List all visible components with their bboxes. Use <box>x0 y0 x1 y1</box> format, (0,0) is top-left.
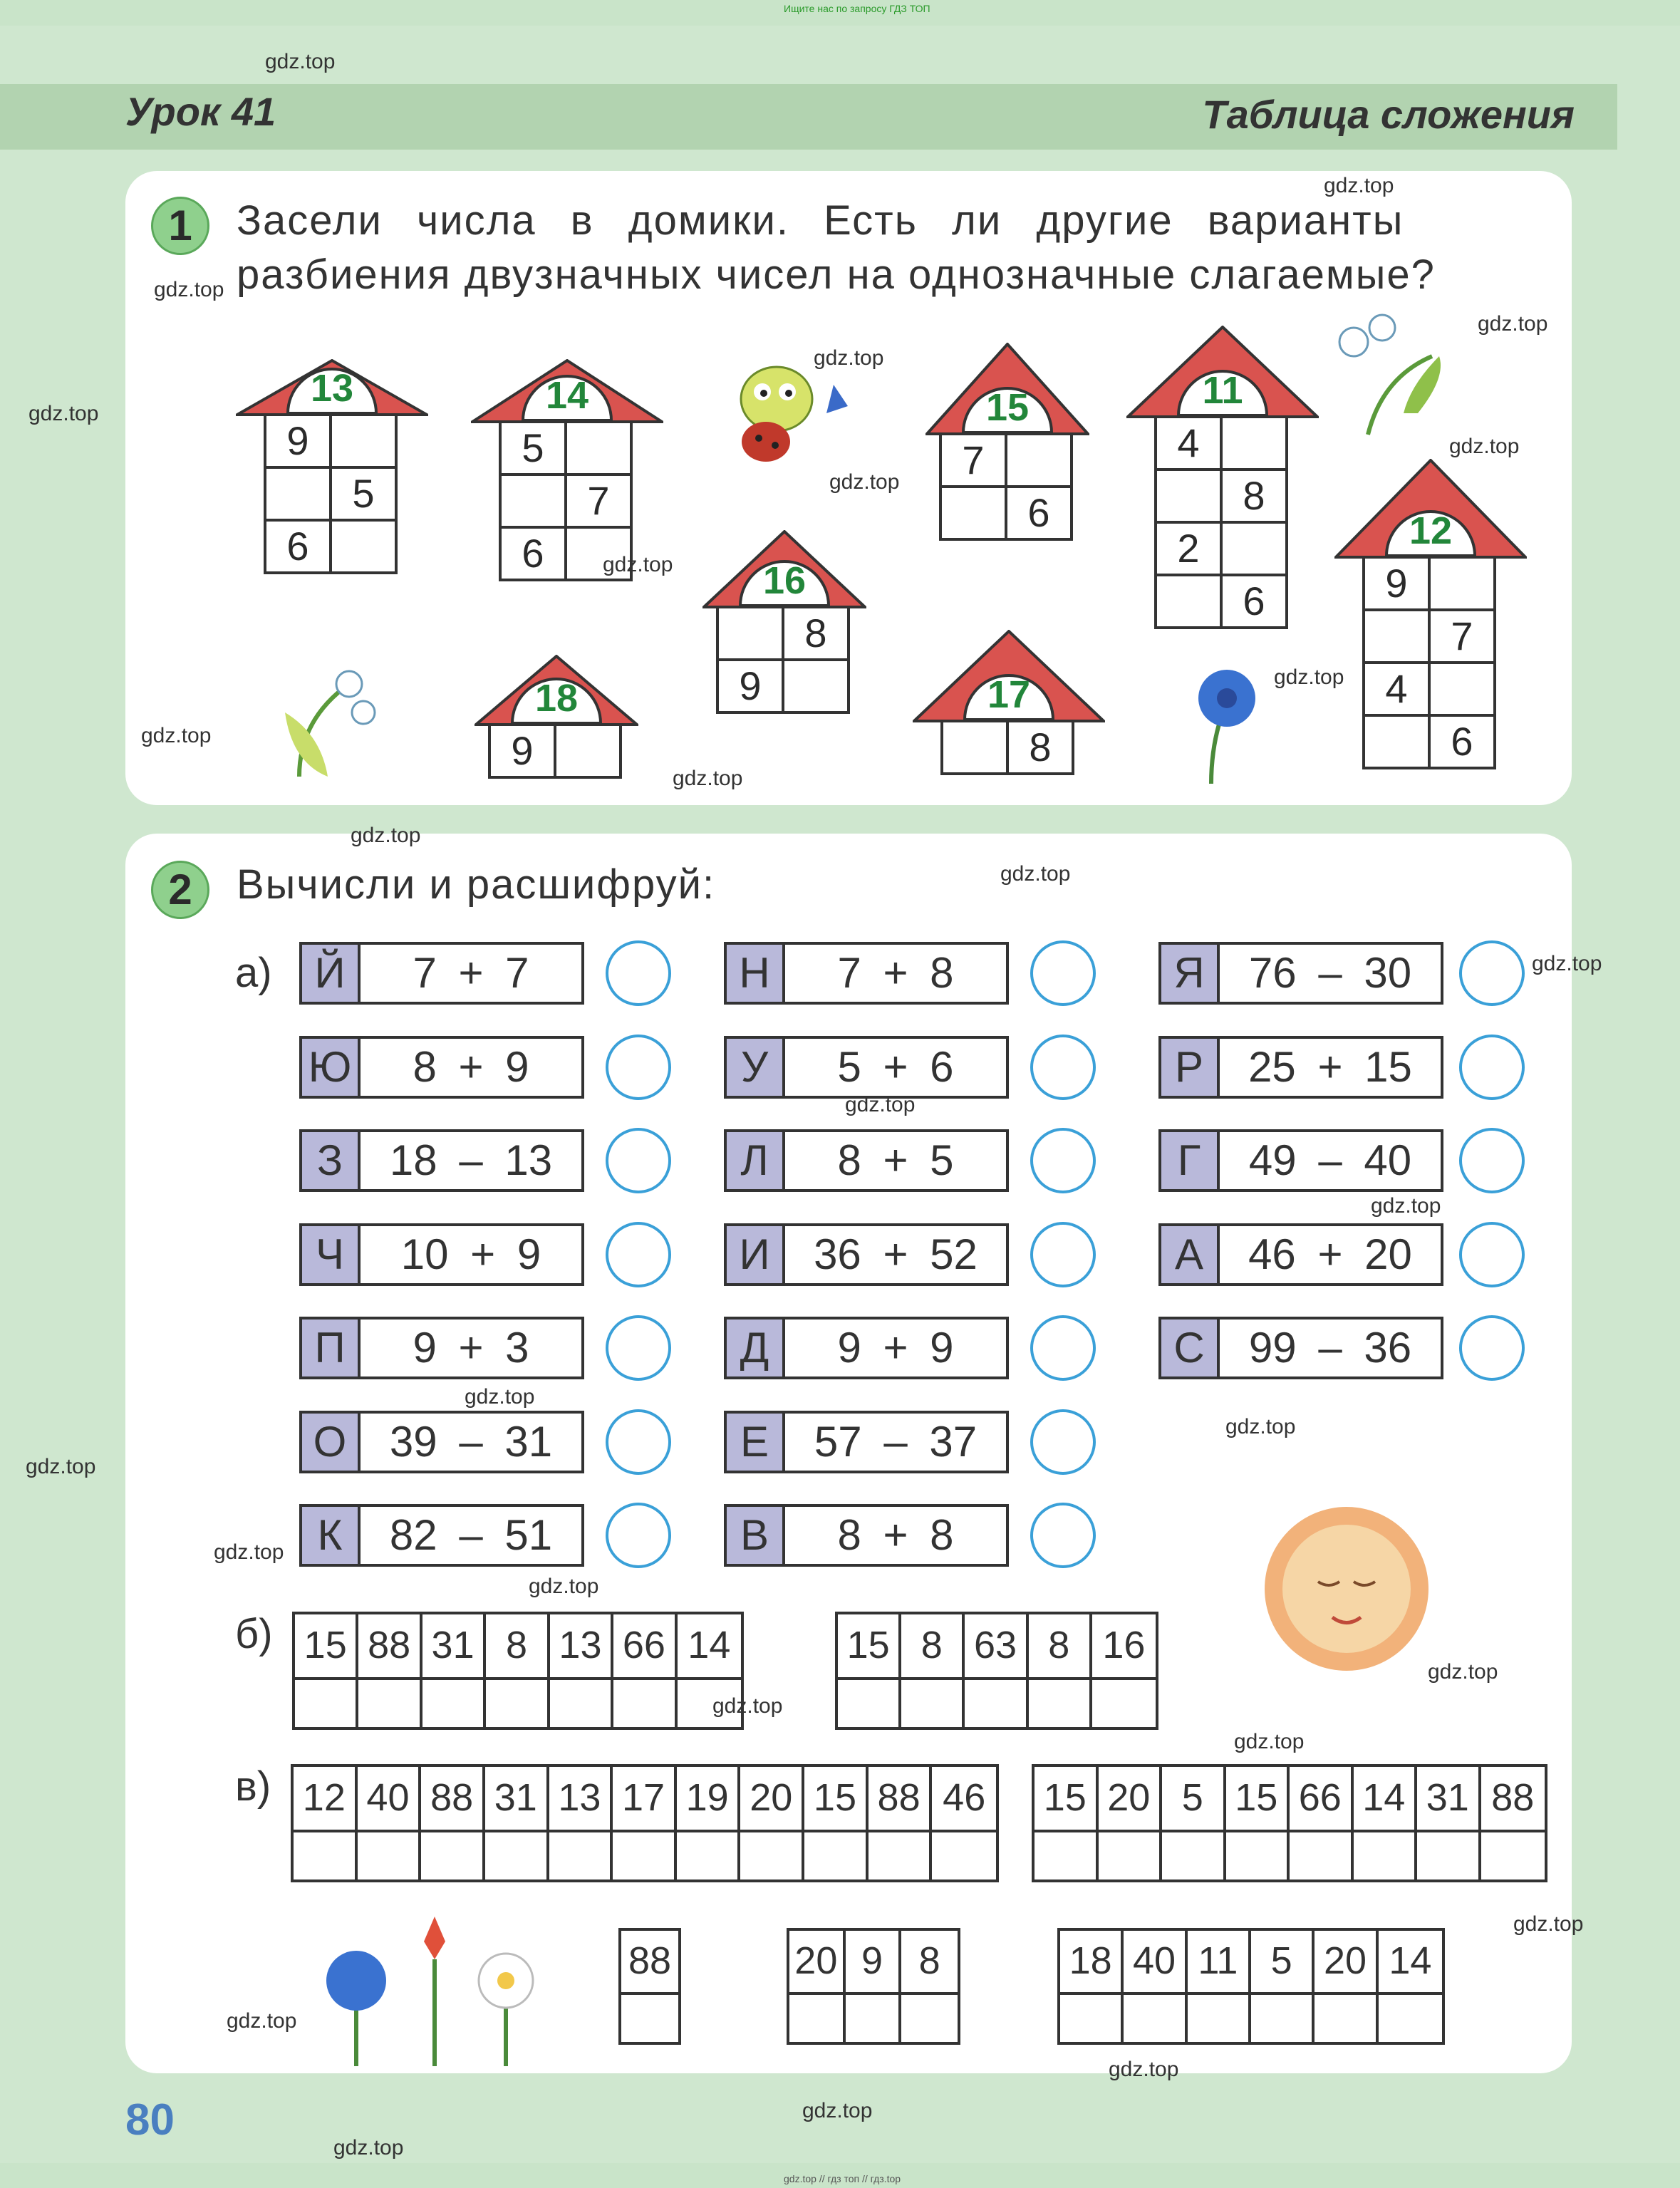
expression: 5 + 6 <box>837 1042 954 1091</box>
grid-letter-cell[interactable] <box>485 1832 546 1879</box>
grid-column <box>740 1767 804 1879</box>
watermark: gdz.top <box>265 50 336 73</box>
lily-flower-illustration-left <box>271 655 392 784</box>
grid-column <box>1035 1767 1099 1879</box>
answer-circle[interactable] <box>606 1035 671 1100</box>
expression-box <box>299 1411 584 1473</box>
answer-circle[interactable] <box>1459 940 1525 1006</box>
grid-letter-cell[interactable] <box>1029 1680 1089 1727</box>
lily-flower-illustration <box>1325 313 1446 442</box>
grid-column <box>613 1614 677 1727</box>
grid-letter-cell[interactable] <box>486 1680 546 1727</box>
grid-letter-cell[interactable] <box>932 1832 996 1879</box>
answer-circle[interactable] <box>1030 1503 1096 1568</box>
grid-letter-cell[interactable] <box>613 1832 674 1879</box>
answer-grid <box>1057 1928 1445 2045</box>
grid-letter-cell[interactable] <box>421 1832 482 1879</box>
grid-letter-cell[interactable] <box>846 1995 899 2042</box>
expression-box <box>299 1129 584 1192</box>
grid-number: 14 <box>1354 1767 1415 1832</box>
grid-letter-cell[interactable] <box>621 1995 678 2042</box>
lesson-title: Урок 41 <box>125 89 276 134</box>
grid-letter-cell[interactable] <box>1188 1995 1248 2042</box>
grid-number: 8 <box>486 1614 546 1680</box>
answer-circle[interactable] <box>1030 1222 1096 1287</box>
cipher-letter: Г <box>1161 1132 1220 1189</box>
answer-circle[interactable] <box>1030 1315 1096 1381</box>
house-cell[interactable]: 4 <box>1154 415 1223 471</box>
cipher-letter: Р <box>1161 1039 1220 1096</box>
grid-number: 31 <box>485 1767 546 1832</box>
grid-number: 63 <box>965 1614 1025 1680</box>
grid-column <box>838 1614 901 1727</box>
task2-number: 2 <box>151 861 209 919</box>
watermark: gdz.top <box>802 2099 873 2122</box>
house-cell[interactable]: 9 <box>488 723 556 779</box>
grid-number: 20 <box>1099 1767 1160 1832</box>
expression: 76 – 30 <box>1248 949 1412 997</box>
cipher-letter: А <box>1161 1226 1220 1283</box>
house-cell[interactable]: 9 <box>264 413 332 469</box>
grid-number: 20 <box>1315 1931 1375 1995</box>
grid-column <box>295 1614 358 1727</box>
grid-letter-cell[interactable] <box>804 1832 866 1879</box>
expression-box <box>1158 1223 1443 1286</box>
grid-letter-cell[interactable] <box>1379 1995 1442 2042</box>
grid-column <box>932 1767 996 1879</box>
watermark: gdz.top <box>1234 1730 1305 1753</box>
answer-grid <box>618 1928 681 2045</box>
grid-number: 46 <box>932 1767 996 1832</box>
expression-box <box>724 1036 1009 1099</box>
grid-number: 11 <box>1188 1931 1248 1995</box>
house-cell[interactable] <box>1220 521 1288 576</box>
expression: 7 + 8 <box>837 949 954 997</box>
grid-column <box>1315 1931 1378 2042</box>
watermark: gdz.top <box>603 553 673 576</box>
house-cell[interactable]: 6 <box>1220 574 1288 629</box>
grid-letter-cell[interactable] <box>549 1832 611 1879</box>
cipher-letter: И <box>727 1226 785 1283</box>
grid-letter-cell[interactable] <box>901 1680 962 1727</box>
grid-letter-cell[interactable] <box>294 1832 355 1879</box>
house-cell[interactable] <box>264 466 332 522</box>
answer-grid <box>787 1928 960 2045</box>
grid-column <box>1162 1767 1226 1879</box>
grid-letter-cell[interactable] <box>358 1680 419 1727</box>
house-cell[interactable]: 8 <box>1006 720 1074 775</box>
grid-column <box>1481 1767 1545 1879</box>
grid-letter-cell[interactable] <box>1481 1832 1545 1879</box>
grid-number: 15 <box>295 1614 356 1680</box>
grid-letter-cell[interactable] <box>901 1995 958 2042</box>
grid-number: 40 <box>1124 1931 1184 1995</box>
grid-letter-cell[interactable] <box>1060 1995 1121 2042</box>
part-b-label: б) <box>235 1611 273 1657</box>
grid-column <box>804 1767 868 1879</box>
top-note: Ищите нас по запросу ГДЗ ТОП <box>784 3 930 14</box>
house-cell[interactable] <box>1005 432 1073 488</box>
expression-box <box>1158 1129 1443 1192</box>
house-cell[interactable]: 8 <box>782 606 850 661</box>
house-cell[interactable] <box>1154 574 1223 629</box>
answer-circle[interactable] <box>606 1409 671 1475</box>
house-cell[interactable]: 8 <box>1220 468 1288 524</box>
grid-letter-cell[interactable] <box>1315 1995 1375 2042</box>
grid-number: 15 <box>804 1767 866 1832</box>
answer-circle[interactable] <box>606 1128 671 1193</box>
grid-column <box>901 1931 958 2042</box>
house-cell[interactable]: 6 <box>1005 485 1073 541</box>
grid-number: 5 <box>1162 1767 1223 1832</box>
house-cell[interactable] <box>1154 468 1223 524</box>
cipher-letter: С <box>1161 1319 1220 1376</box>
sun-illustration <box>1233 1482 1461 1696</box>
answer-grid <box>835 1612 1158 1730</box>
expression-box <box>299 1223 584 1286</box>
grid-letter-cell[interactable] <box>677 1832 738 1879</box>
watermark: gdz.top <box>1532 952 1602 975</box>
cipher-letter: П <box>302 1319 361 1376</box>
answer-circle[interactable] <box>1030 940 1096 1006</box>
expression: 7 + 7 <box>413 949 529 997</box>
grid-column <box>549 1767 613 1879</box>
watermark: gdz.top <box>214 1540 284 1564</box>
grid-number: 15 <box>1226 1767 1287 1832</box>
expression-box <box>724 1129 1009 1192</box>
house-cell[interactable] <box>1220 415 1288 471</box>
grid-column <box>1290 1767 1354 1879</box>
grid-column <box>1124 1931 1187 2042</box>
house-cell[interactable] <box>782 658 850 714</box>
grid-number: 9 <box>846 1931 899 1995</box>
house-cell[interactable] <box>329 413 398 469</box>
house-cell[interactable] <box>1428 556 1496 611</box>
task2-title: Вычисли и расшифруй: <box>237 861 716 908</box>
grid-letter-cell[interactable] <box>1162 1832 1223 1879</box>
expression: 8 + 8 <box>837 1511 954 1559</box>
grid-number: 88 <box>868 1767 930 1832</box>
grid-column <box>965 1614 1028 1727</box>
grid-letter-cell[interactable] <box>1092 1680 1156 1727</box>
house-cell[interactable]: 2 <box>1154 521 1223 576</box>
watermark: gdz.top <box>1225 1415 1296 1438</box>
grid-letter-cell[interactable] <box>1099 1832 1160 1879</box>
expression-box <box>299 942 584 1005</box>
grid-letter-cell[interactable] <box>1035 1832 1096 1879</box>
grid-number: 88 <box>421 1767 482 1832</box>
grid-column <box>294 1767 358 1879</box>
grid-number: 31 <box>1417 1767 1478 1832</box>
grid-column <box>422 1614 486 1727</box>
house-cell[interactable]: 7 <box>1428 608 1496 664</box>
grid-column <box>1029 1614 1092 1727</box>
flowers-illustration <box>313 1902 556 2066</box>
watermark: gdz.top <box>829 470 900 494</box>
answer-circle[interactable] <box>1030 1128 1096 1193</box>
house-number: 18 <box>534 677 579 720</box>
grid-number: 40 <box>358 1767 419 1832</box>
grid-column <box>486 1614 549 1727</box>
expression: 99 – 36 <box>1248 1324 1412 1372</box>
cipher-letter: К <box>302 1507 361 1564</box>
watermark: gdz.top <box>26 1455 96 1478</box>
topic-title: Таблица сложения <box>1202 92 1575 137</box>
grid-column <box>1251 1931 1315 2042</box>
expression: 39 – 31 <box>389 1417 553 1466</box>
part-a-label: а) <box>235 950 272 996</box>
grid-number: 16 <box>1092 1614 1156 1680</box>
house-cell[interactable]: 6 <box>1428 714 1496 769</box>
grid-letter-cell[interactable] <box>868 1832 930 1879</box>
answer-circle[interactable] <box>606 1503 671 1568</box>
answer-circle[interactable] <box>1459 1128 1525 1193</box>
watermark: gdz.top <box>351 824 421 847</box>
bottom-note: gdz.top // гдз топ // гдз.top <box>784 2173 901 2184</box>
expression-box <box>724 1504 1009 1567</box>
grid-letter-cell[interactable] <box>613 1680 674 1727</box>
expression-box <box>724 1317 1009 1379</box>
grid-letter-cell[interactable] <box>1124 1995 1184 2042</box>
task1-number: 1 <box>151 197 209 255</box>
expression: 8 + 5 <box>837 1136 954 1184</box>
house-cell[interactable]: 5 <box>329 466 398 522</box>
grid-column <box>1379 1931 1442 2042</box>
grid-number: 14 <box>678 1614 741 1680</box>
answer-grid <box>1032 1764 1547 1882</box>
cipher-letter: Ю <box>302 1039 361 1096</box>
expression: 46 + 20 <box>1248 1230 1412 1278</box>
grid-column <box>1092 1614 1156 1727</box>
expression: 49 – 40 <box>1248 1136 1412 1184</box>
watermark: gdz.top <box>673 767 743 790</box>
cipher-letter: Е <box>727 1414 785 1471</box>
cipher-letter: Ч <box>302 1226 361 1283</box>
cornflower-illustration <box>1168 663 1268 784</box>
watermark: gdz.top <box>1324 174 1394 197</box>
grid-column <box>485 1767 549 1879</box>
grid-number: 13 <box>549 1767 611 1832</box>
grid-letter-cell[interactable] <box>550 1680 611 1727</box>
expression: 25 + 15 <box>1248 1042 1412 1091</box>
house-cell[interactable] <box>564 420 633 476</box>
grid-letter-cell[interactable] <box>789 1995 843 2042</box>
house-cell[interactable]: 9 <box>1362 556 1431 611</box>
grid-number: 18 <box>1060 1931 1121 1995</box>
house-cell[interactable]: 5 <box>499 420 567 476</box>
grid-column <box>868 1767 933 1879</box>
grid-column <box>1060 1931 1124 2042</box>
expression: 36 + 52 <box>814 1230 978 1278</box>
house-number: 13 <box>310 367 354 410</box>
expression: 82 – 51 <box>389 1511 553 1559</box>
grid-number: 20 <box>789 1931 843 1995</box>
grid-column <box>1354 1767 1418 1879</box>
cipher-letter: З <box>302 1132 361 1189</box>
grid-number: 17 <box>613 1767 674 1832</box>
grid-number: 31 <box>422 1614 483 1680</box>
grid-number: 12 <box>294 1767 355 1832</box>
watermark: gdz.top <box>529 1575 599 1598</box>
task1-line2: разбиения двузначных чисел на однозначные слагаемые? <box>237 252 1436 298</box>
watermark: gdz.top <box>1513 1912 1584 1936</box>
grid-letter-cell[interactable] <box>740 1832 802 1879</box>
expression-box <box>724 1411 1009 1473</box>
grid-number: 88 <box>358 1614 419 1680</box>
house-cell[interactable] <box>1362 608 1431 664</box>
grid-column <box>550 1614 613 1727</box>
house-cell[interactable] <box>499 473 567 529</box>
grid-column <box>677 1767 741 1879</box>
cipher-letter: Н <box>727 945 785 1002</box>
grid-number: 88 <box>621 1931 678 1995</box>
house-cell[interactable] <box>329 519 398 574</box>
house-cell[interactable]: 6 <box>264 519 332 574</box>
grid-number: 8 <box>1029 1614 1089 1680</box>
answer-grid <box>291 1764 999 1882</box>
house-cell[interactable] <box>1362 714 1431 769</box>
grid-letter-cell[interactable] <box>295 1680 356 1727</box>
watermark: gdz.top <box>154 278 224 301</box>
grid-number: 8 <box>901 1614 962 1680</box>
grid-number: 14 <box>1379 1931 1442 1995</box>
house-cell[interactable]: 6 <box>499 526 567 581</box>
grid-column <box>613 1767 677 1879</box>
answer-circle[interactable] <box>606 940 671 1006</box>
answer-circle[interactable] <box>606 1315 671 1381</box>
house-number: 14 <box>545 374 589 417</box>
house-cell[interactable] <box>554 723 622 779</box>
grid-column <box>358 1767 422 1879</box>
grid-number: 20 <box>740 1767 802 1832</box>
expression: 57 – 37 <box>814 1417 978 1466</box>
answer-circle[interactable] <box>1459 1315 1525 1381</box>
house-cell[interactable]: 7 <box>564 473 633 529</box>
grid-column <box>1417 1767 1481 1879</box>
expression-box <box>1158 942 1443 1005</box>
watermark: gdz.top <box>333 2136 404 2160</box>
answer-circle[interactable] <box>1030 1409 1096 1475</box>
expression: 9 + 3 <box>413 1324 529 1372</box>
grid-letter-cell[interactable] <box>1417 1832 1478 1879</box>
grid-number: 13 <box>550 1614 611 1680</box>
cipher-letter: Й <box>302 945 361 1002</box>
grid-column <box>901 1614 965 1727</box>
grid-letter-cell[interactable] <box>838 1680 898 1727</box>
grid-column <box>846 1931 902 2042</box>
grid-column <box>621 1931 678 2042</box>
expression: 10 + 9 <box>400 1230 541 1278</box>
watermark: gdz.top <box>141 724 212 747</box>
grid-number: 88 <box>1481 1767 1545 1832</box>
house-cell[interactable] <box>716 606 784 661</box>
grid-column <box>1099 1767 1163 1879</box>
house-cell[interactable]: 4 <box>1362 661 1431 717</box>
cipher-letter: В <box>727 1507 785 1564</box>
grid-column <box>1188 1931 1251 2042</box>
watermark: gdz.top <box>1371 1194 1441 1218</box>
grid-number: 15 <box>1035 1767 1096 1832</box>
grid-column <box>789 1931 846 2042</box>
expression-box <box>299 1317 584 1379</box>
house-number: 16 <box>762 559 807 602</box>
watermark: gdz.top <box>465 1385 535 1409</box>
watermark: gdz.top <box>1109 2058 1179 2081</box>
grid-number: 15 <box>838 1614 898 1680</box>
cipher-letter: О <box>302 1414 361 1471</box>
grid-letter-cell[interactable] <box>422 1680 483 1727</box>
page-number: 80 <box>125 2095 175 2145</box>
task1-line1: Засели числа в домики. Есть ли другие варианты <box>237 197 1404 244</box>
house-number: 15 <box>985 386 1030 429</box>
expression-box <box>724 1223 1009 1286</box>
answer-circle[interactable] <box>1030 1035 1096 1100</box>
watermark: gdz.top <box>845 1093 916 1116</box>
house-cell[interactable] <box>1428 661 1496 717</box>
watermark: gdz.top <box>28 402 99 425</box>
expression-box <box>299 1036 584 1099</box>
house-number: 17 <box>987 673 1031 716</box>
cipher-letter: Я <box>1161 945 1220 1002</box>
grid-column <box>421 1767 485 1879</box>
grid-column <box>358 1614 422 1727</box>
grid-number: 66 <box>613 1614 674 1680</box>
answer-circle[interactable] <box>606 1222 671 1287</box>
grid-letter-cell[interactable] <box>1290 1832 1351 1879</box>
grid-column <box>1226 1767 1290 1879</box>
grid-letter-cell[interactable] <box>965 1680 1025 1727</box>
house-number: 12 <box>1409 509 1453 552</box>
cipher-letter: Л <box>727 1132 785 1189</box>
watermark: gdz.top <box>1000 862 1071 886</box>
cipher-letter: У <box>727 1039 785 1096</box>
part-c-label: в) <box>235 1763 271 1810</box>
grid-number: 8 <box>901 1931 958 1995</box>
grid-letter-cell[interactable] <box>1226 1832 1287 1879</box>
expression: 8 + 9 <box>413 1042 529 1091</box>
expression: 9 + 9 <box>837 1324 954 1372</box>
expression-box <box>1158 1036 1443 1099</box>
grid-number: 66 <box>1290 1767 1351 1832</box>
watermark: gdz.top <box>1274 665 1344 689</box>
watermark: gdz.top <box>1449 435 1520 458</box>
house-number: 11 <box>1202 369 1243 412</box>
answer-circle[interactable] <box>1459 1222 1525 1287</box>
expression-box <box>1158 1317 1443 1379</box>
answer-grid <box>292 1612 744 1730</box>
grid-number: 19 <box>677 1767 738 1832</box>
grid-letter-cell[interactable] <box>1251 1995 1312 2042</box>
expression-box <box>299 1504 584 1567</box>
watermark: gdz.top <box>227 2009 297 2033</box>
watermark: gdz.top <box>1478 312 1548 336</box>
expression-box <box>724 942 1009 1005</box>
grid-letter-cell[interactable] <box>1354 1832 1415 1879</box>
watermark: gdz.top <box>1428 1660 1498 1684</box>
watermark: gdz.top <box>712 1694 783 1718</box>
watermark: gdz.top <box>814 346 884 370</box>
cipher-letter: Д <box>727 1319 785 1376</box>
house-cell[interactable]: 9 <box>716 658 784 714</box>
grid-number: 5 <box>1251 1931 1312 1995</box>
grid-letter-cell[interactable] <box>358 1832 419 1879</box>
house-cell[interactable] <box>939 485 1007 541</box>
house-cell[interactable]: 7 <box>939 432 1007 488</box>
expression: 18 – 13 <box>389 1136 553 1184</box>
house-cell[interactable] <box>940 720 1009 775</box>
answer-circle[interactable] <box>1459 1035 1525 1100</box>
